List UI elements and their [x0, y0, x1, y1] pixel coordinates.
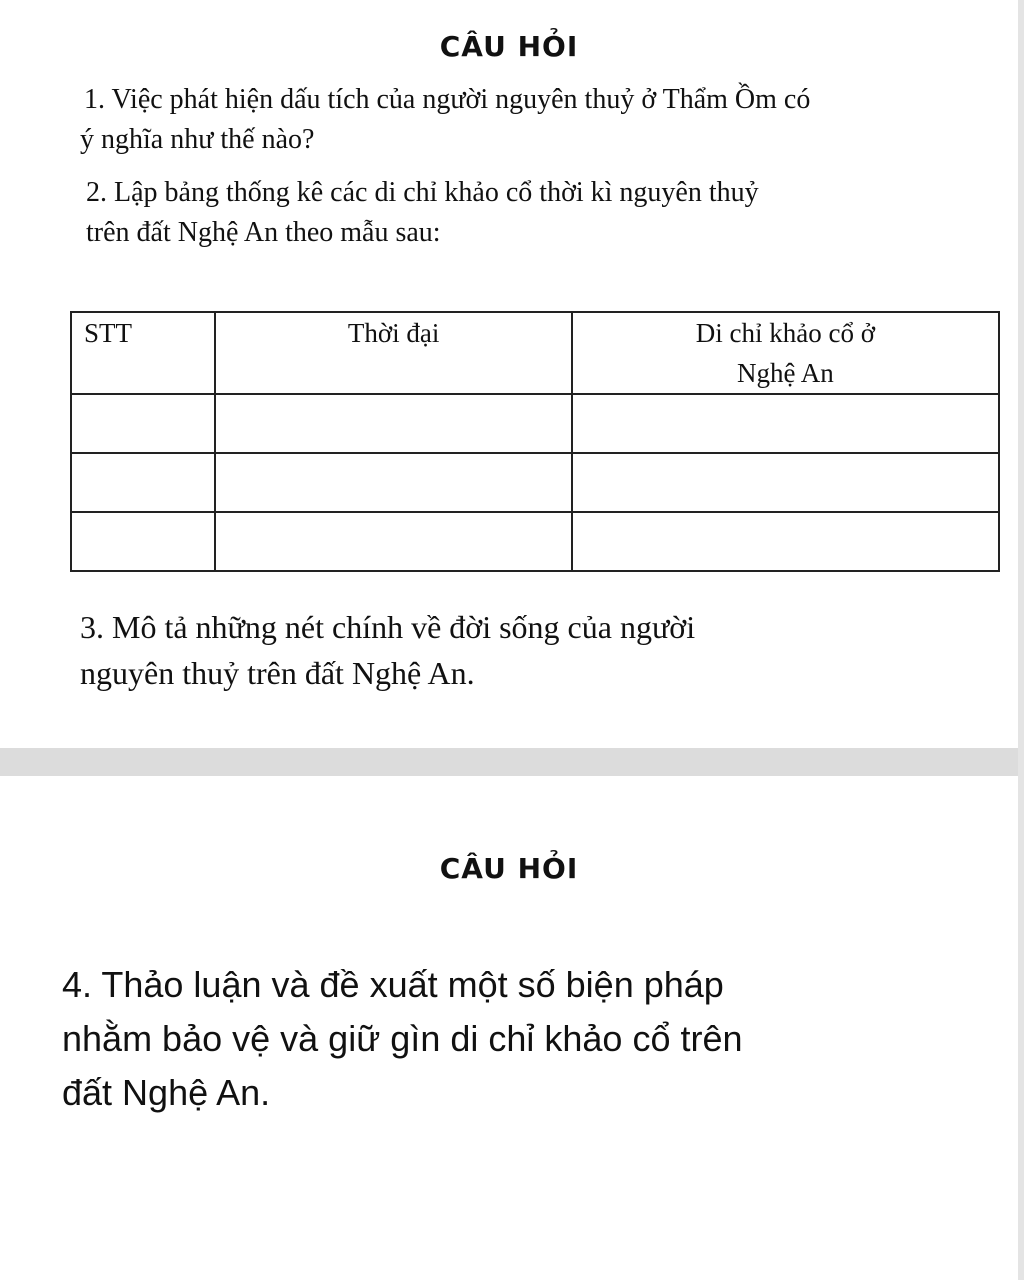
header-di-chi-line-1: Di chỉ khảo cổ ở: [695, 318, 876, 348]
table-cell: [71, 394, 215, 453]
table-cell: [215, 394, 571, 453]
table-row: [71, 394, 999, 453]
table-cell: [572, 512, 999, 571]
table-cell: [215, 453, 571, 512]
question-4: [62, 958, 962, 1120]
page-2-heading: CÂU HỎI: [439, 852, 579, 885]
question-3: [80, 604, 980, 696]
table-cell: [71, 512, 215, 571]
question-3-line-1: 3. Mô tả những nét chính về đời sống của người: [80, 609, 696, 645]
question-1-line-1: 1. Việc phát hiện dấu tích của người nguyên thuỷ ở Thẩm Ồm có: [84, 84, 811, 115]
question-1: [80, 80, 984, 160]
scroll-edge-strip: [1018, 0, 1024, 1280]
document-page-2: [0, 776, 1018, 1280]
table-cell: [215, 512, 571, 571]
question-4-line-3: đất Nghệ An.: [62, 1072, 271, 1113]
question-4-line-1: 4. Thảo luận và đề xuất một số biện pháp: [62, 964, 724, 1005]
header-stt: STT: [71, 312, 215, 394]
question-1-line-2: ý nghĩa như thế nào?: [80, 124, 315, 155]
page-separator: [0, 748, 1024, 776]
question-2: [86, 173, 966, 253]
table-header-row: [71, 312, 999, 394]
statistics-table-template: [70, 311, 1000, 572]
header-thoi-dai: Thời đại: [215, 312, 571, 394]
header-di-chi: [572, 312, 999, 394]
table-row: [71, 512, 999, 571]
question-2-line-1: 2. Lập bảng thống kê các di chỉ khảo cổ thời kì nguyên thuỷ: [86, 177, 759, 208]
question-4-line-2: nhằm bảo vệ và giữ gìn di chỉ khảo cổ trên: [62, 1018, 743, 1059]
table-cell: [572, 394, 999, 453]
question-2-line-2: trên đất Nghệ An theo mẫu sau:: [86, 217, 441, 248]
table-row: [71, 453, 999, 512]
table-cell: [572, 453, 999, 512]
question-3-line-2: nguyên thuỷ trên đất Nghệ An.: [80, 655, 475, 691]
header-di-chi-line-2: Nghệ An: [737, 358, 834, 388]
table-cell: [71, 453, 215, 512]
page-1-heading: CÂU HỎI: [439, 30, 579, 63]
